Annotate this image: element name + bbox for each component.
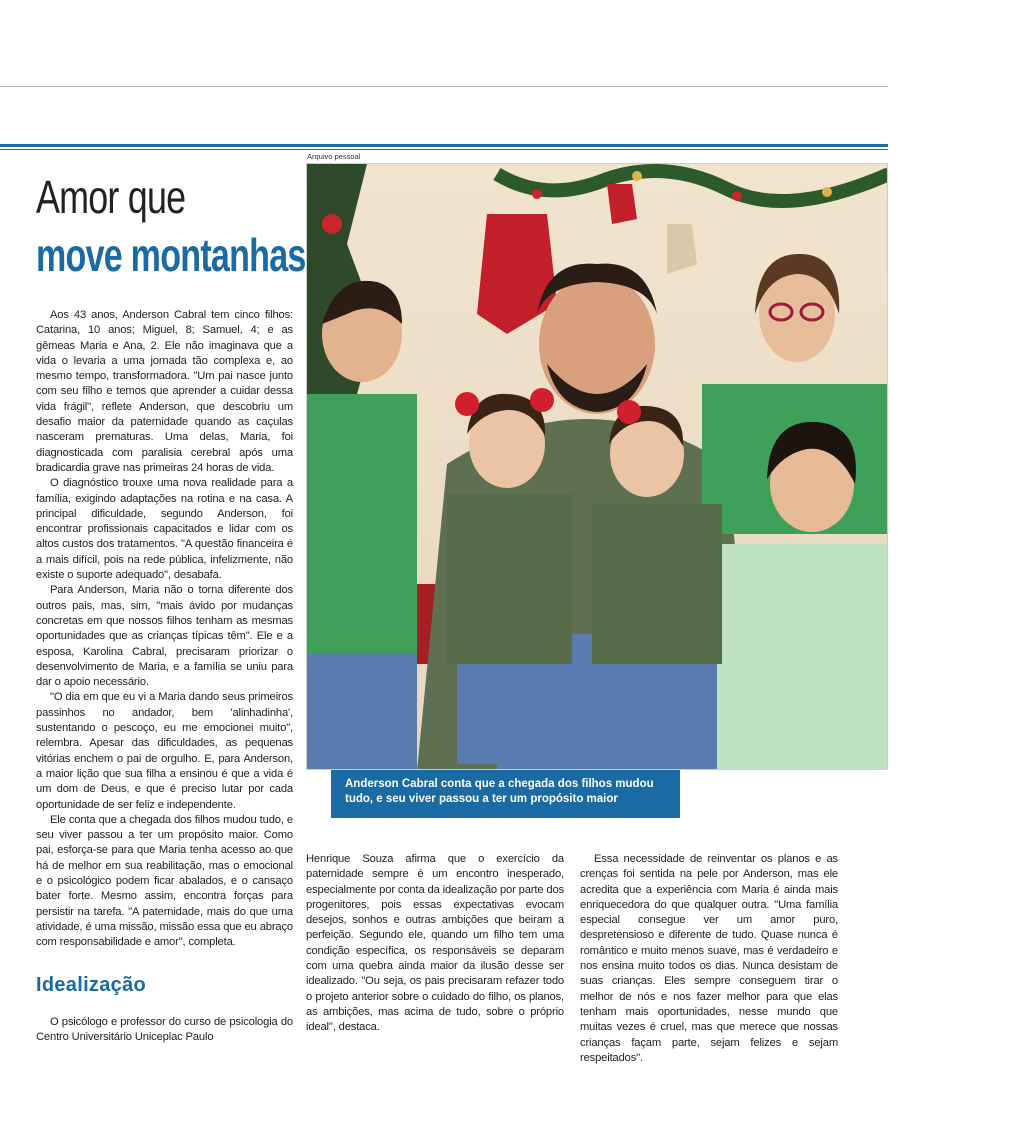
paragraph: "O dia em que eu vi a Maria dando seus primeiros passinhos no andador, bem 'alinhadinha', sustentando o pescoço, eu me emocionei muito", relembra. Apesar das dificuldades, as pequenas vitórias enchem o pai de orgulho. E, para Anderson, a maior lição que sua filha a ensinou é que a vida é um dom de Deus, e que é preciso lutar por cada oportunidade de ser feliz e independente. <box>36 691 293 811</box>
paragraph: O psicólogo e professor do curso de psicologia do Centro Universitário Uniceplac Paulo <box>36 1016 293 1044</box>
family-photo-illustration <box>307 164 888 770</box>
article-column-1 <box>36 308 293 950</box>
section-rule <box>0 144 888 147</box>
photo-credit: Arquivo pessoal <box>307 152 361 161</box>
top-rule <box>0 86 888 87</box>
article-column-3 <box>580 852 838 1066</box>
paragraph: Henrique Souza afirma que o exercício da paternidade sempre é um encontro inesperado, especialmente por conta da idealização por parte dos progenitores, pois essas expectativas evocam desejos, sonhos e outras ambições que beiram a perfeição. Segundo ele, quando um filho tem uma condição específica, os responsáveis se deparam com uma quebra ainda maior da ilusão desse ser idealizado. "Ou seja, os pais precisaram refazer todo o projeto anterior sobre o cuidado do filho, os planos, as ambições, mas acima de tudo, sobre o próprio ideal", destaca. <box>306 853 564 1034</box>
paragraph: Para Anderson, Maria não o torna diferente dos outros pais, mas, sim, "mais ávido por mudanças concretas em que nossos filhos tenham as mesmas oportunidades que as crianças típicas têm". Ele e a esposa, Karolina Cabral, precisaram priorizar o desenvolvimento de Maria, e a família se uniu para dar o apoio necessário. <box>36 584 293 689</box>
headline-line-2: move montanhas <box>36 229 306 281</box>
family-photo <box>306 163 888 770</box>
section-rule-thin <box>0 149 888 150</box>
paragraph: Ele conta que a chegada dos filhos mudou tudo, e seu viver passou a ter um propósito maior. Como pai, esforça-se para que Maria tenha acesso ao que há de melhor em sua reabilitação, mas o emocional e o psicológico podem ficar abalados, e o cansaço bater forte. Mesmo assim, encontra forças para persistir na tarefa. "A paternidade, mais do que uma atividade, é uma missão, missão essa que eu abraço com responsabilidade e amor", completa. <box>36 813 293 949</box>
article-column-1-end <box>36 1015 293 1046</box>
paragraph: Aos 43 anos, Anderson Cabral tem cinco filhos: Catarina, 10 anos; Miguel, 8; Samuel, 4; e as gêmeas Maria e Ana, 2. Ele não imaginava que a vida o levaria a uma jornada tão complexa e, ao mesmo tempo, transformadora. "Um pai nasce junto com seu filho e temos que aprender a cuidar dessa vida frágil", reflete Anderson, que descobriu um desafio maior da paternidade quando as caçulas nasceram prematuras. Uma delas, Maria, foi diagnosticada com paralisia cerebral após uma bradicardia grave nas primeiras 24 horas de vida. <box>36 309 293 474</box>
photo-caption: Anderson Cabral conta que a chegada dos filhos mudou tudo, e seu viver passou a ter um propósito maior <box>331 770 680 818</box>
headline-line-1: Amor que <box>36 171 186 223</box>
subheading: Idealização <box>36 974 147 996</box>
paragraph: O diagnóstico trouxe uma nova realidade para a família, exigindo adaptações na rotina e na casa. A principal dificuldade, segundo Anderson, foi encontrar profissionais capacitados e lidar com os altos custos dos tratamentos. "A questão financeira é a mais difícil, pois na rede pública, infelizmente, não existe o suporte adequado", desabafa. <box>36 477 293 582</box>
paragraph: Essa necessidade de reinventar os planos e as crenças foi sentida na pele por Anderson, mas ele acredita que a experiência com Maria é ainda mais enriquecedora do que qualquer outra. "Uma família especial consegue ver um amor puro, despretensioso e diferente de tudo. Quase nunca é romântico e muito menos suave, mas é verdadeiro e nos ensina muito todos os dias. Nunca desistam de suas crianças. Eles sempre conseguem tirar o melhor de nós e nos fazer melhor para que elas tenham mais oportunidades, nesse mundo que muitas vezes é cruel, mas que merece que nossas crianças façam parte, sejam felizes e sejam respeitados". <box>580 853 838 1064</box>
article-column-2 <box>306 852 564 1036</box>
